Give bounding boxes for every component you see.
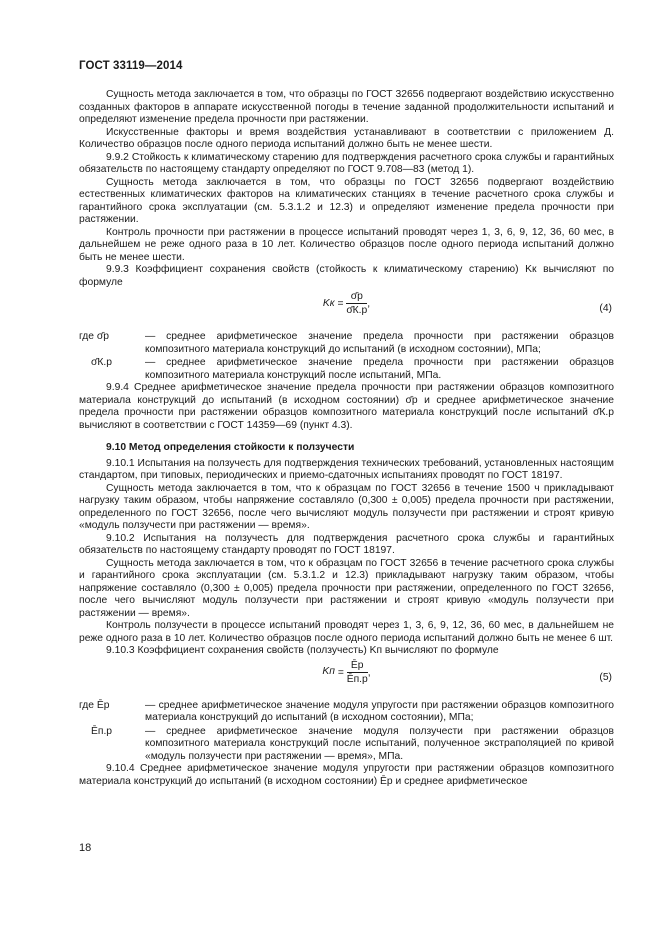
definition-row [79,726,614,764]
section-heading: 9.10 Метод определения стойкости к ползучести [106,442,355,453]
paragraph: 9.9.2 Стойкость к климатическому старению для подтверждения расчетного срока службы и гарантийных обязательств по настоящему стандарту определяют по ГОСТ 9.708—83 (метод 1). [79,151,614,175]
paragraph: 9.10.4 Среднее арифметическое значение модуля упругости при растяжении образцов композитного материала конструкций до испытаний (в исходном состоянии) Ēр и среднее арифметическое [79,763,614,787]
formula-fraction [346,291,367,317]
formula-equals: = [337,667,344,679]
definition-symbol: Ēп.р [91,725,113,737]
formula-4 [79,291,614,327]
definition-row [79,700,614,725]
paragraph: 9.9.3 Коэффициент сохранения свойств (стойкость к климатическому старению) Kк вычисляют по формуле [79,264,614,288]
page-number: 18 [79,842,92,854]
formula-number: (4) [599,303,612,314]
definition-text: — среднее арифметическое значение модуля ползучести при растяжении образцов композитного материала конструкций после испытаний, полученное экстраполяцией по кривой «модуль ползучести при растяжении — время», МПа. [145,725,614,762]
paragraph: 9.10.3 Коэффициент сохранения свойств (ползучесть) Kп вычисляют по формуле [106,645,499,656]
definition-symbol: σ̄К.р [91,357,112,368]
formula-number: (5) [599,671,612,683]
paragraph: 9.10.1 Испытания на ползучесть для подтверждения технических требований, установленных настоящим стандартом, при типовых, периодических и приемо-сдаточных испытаниях проводят по ГОСТ 18197. [79,457,614,481]
document-body [79,89,614,788]
formula-equals: = [337,298,344,310]
definition-text: — среднее арифметическое значение предела прочности при растяжении образцов композитного материала конструкций после испытаний, МПа. [145,357,614,381]
paragraph: 9.10.2 Испытания на ползучесть для подтверждения расчетного срока службы и гарантийных обязательств по настоящему стандарту проводят по ГОСТ 18197. [79,532,614,556]
definition-symbol: где σ̄р [79,331,109,342]
formula-denominator: Ēп.р [346,673,368,685]
formula-comma: , [367,298,371,310]
formula-numerator: σ̄р [346,291,367,304]
paragraph: Сущность метода заключается в том, что к образцам по ГОСТ 32656 в течение 1500 ч прикладывают нагрузку таким образом, чтобы напряжение составляло (0,300 ± 0,005) предела прочности при растяжении, определенного по ГОСТ 32656, после чего вычисляют модуль ползучести при растяжении и строят кривую «модуль ползучести при растяжении — время». [79,482,614,531]
definition-row [79,357,614,382]
paragraph: Контроль прочности при растяжении в процессе испытаний проводят через 1, 3, 6, 9, 12, 36, 60 мес, в дальнейшем не реже одного раза в 10 лет. Количество образцов после одного периода испытаний должно быть не менее шести. [79,226,614,263]
document-header: ГОСТ 33119—2014 [79,60,183,72]
definition-text: — среднее арифметическое значение предела прочности при растяжении образцов композитного материала конструкций до испытаний (в исходном состоянии), МПа; [145,331,614,355]
formula-lhs: Kк [322,297,335,309]
formula-5 [79,660,614,696]
formula-denominator: σ̄К.р [346,305,368,316]
formula-fraction [347,660,368,686]
paragraph: Сущность метода заключается в том, что к образцам по ГОСТ 32656 в течение расчетного срока службы и гарантийного срока эксплуатации (см. 5.3.1.2 и 12.3) прикладывают нагрузку таким образом, чтобы напряжение составляло (0,300 ± 0,005) предела прочности при растяжении, определенного по ГОСТ 32656, после чего вычисляют модуль ползучести при растяжении и строят кривую «модуль ползучести при растяжении — время». [79,557,614,619]
definition-text: — среднее арифметическое значение модуля упругости при растяжении образцов композитного материала конструкций до испытаний (в исходном состоянии), МПа; [145,699,614,723]
definition-row [79,331,614,356]
formula-lhs: Kп [322,666,335,678]
formula-numerator: Ēр [347,660,368,673]
paragraph: Сущность метода заключается в том, что образцы по ГОСТ 32656 подвергают воздействию искусственно созданных факторов в аппарате искусственной погоды в течение заданной продолжительности испытаний и определяют изменение предела прочности при растяжении. [79,89,614,125]
definition-symbol: где Ēр [79,699,110,711]
paragraph: Искусственные факторы и время воздействия устанавливают в соответствии с приложением Д. Количество образцов после одного периода испытаний должно быть не менее шести. [79,126,614,150]
paragraph: Сущность метода заключается в том, что образцы по ГОСТ 32656 подвергают воздействию естественных климатических факторов на климатических станциях в течение расчетного срока службы и гарантийного срока эксплуатации (см. 5.3.1.2 и 12.3) и определяют изменение предела прочности при растяжении. [79,176,614,225]
paragraph: Контроль ползучести в процессе испытаний проводят через 1, 3, 6, 9, 12, 36, 60 мес, в дальнейшем не реже одного раза в 10 лет. Количество образцов после одного периода испытаний должно быть не менее 6 шт. [79,620,614,644]
formula-comma: , [367,667,371,679]
paragraph: 9.9.4 Среднее арифметическое значение предела прочности при растяжении образцов композитного материала конструкций до испытаний (в исходном состоянии) σ̄р и среднее арифметическое значение предела прочности при растяжении образцов композитного материала конструкций после испытаний σ̄К.р вычисляют в соответствии с ГОСТ 14359—69 (пункт 4.3). [79,382,614,431]
